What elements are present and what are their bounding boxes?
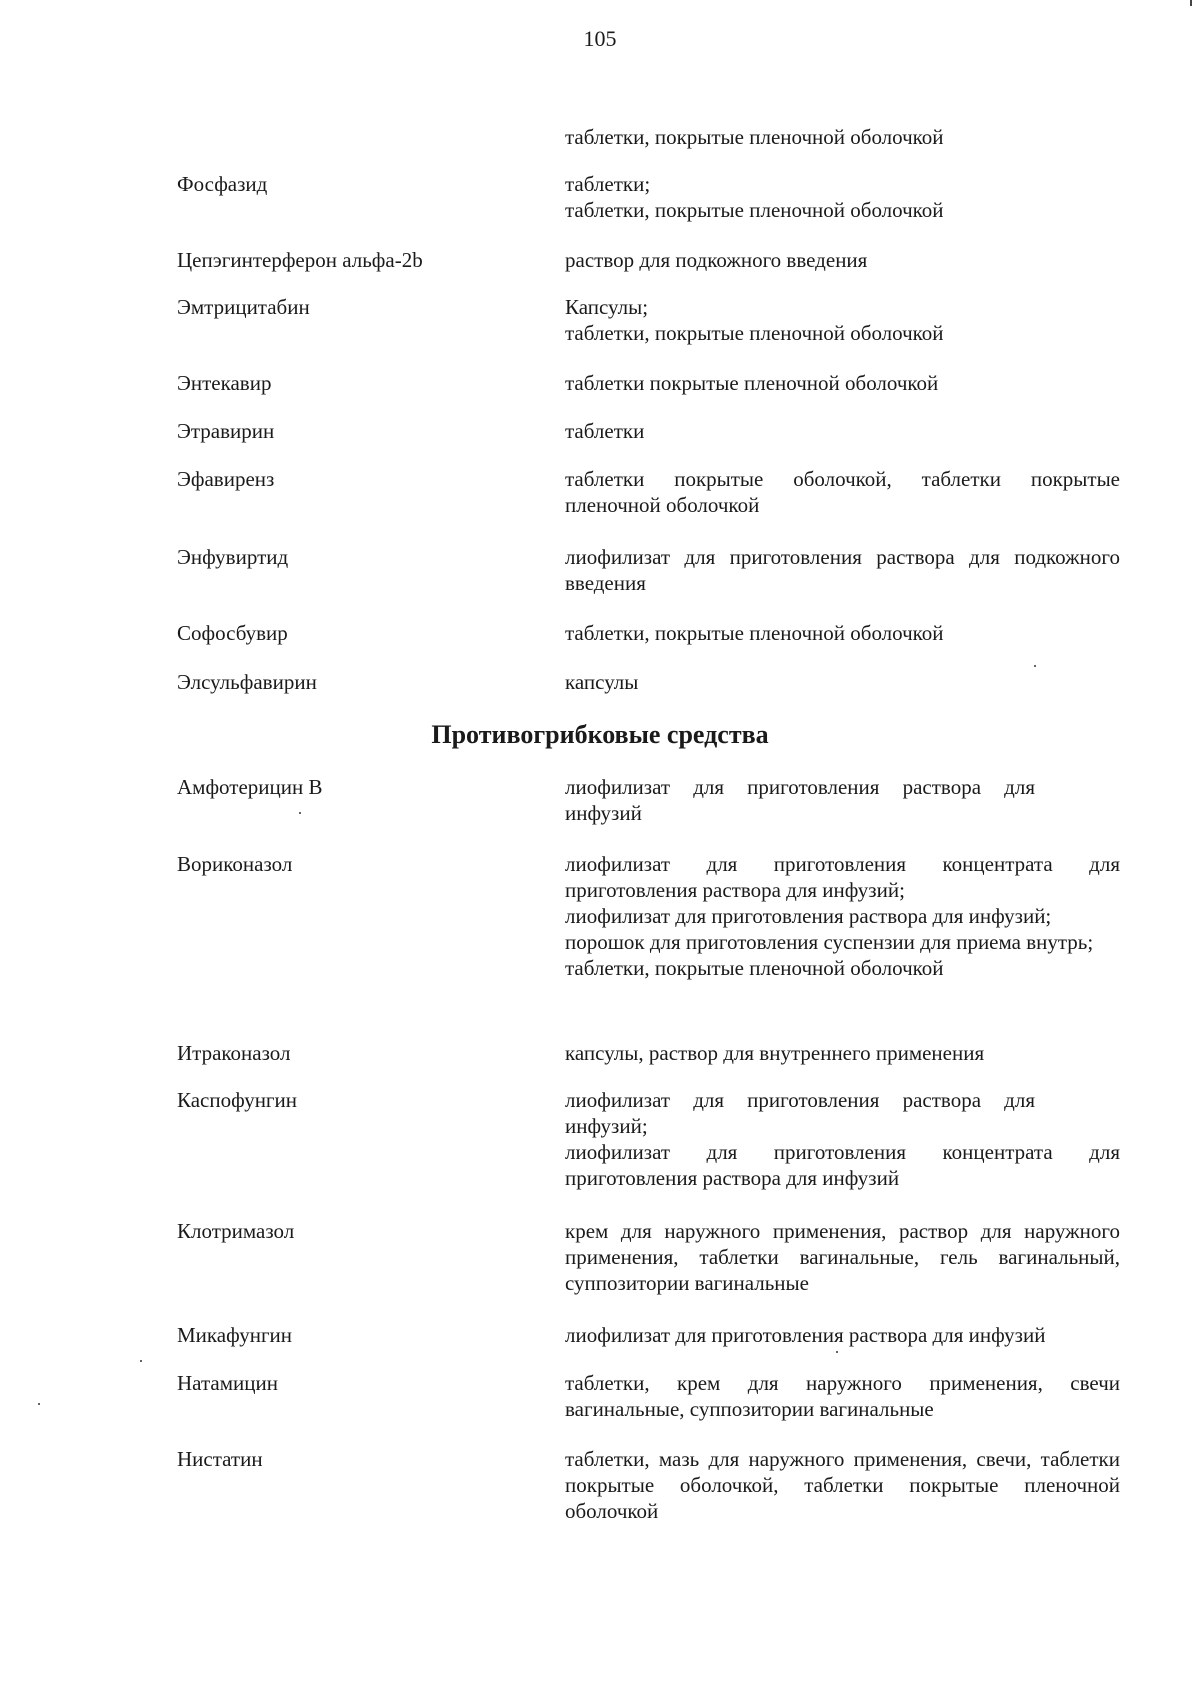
- drug-name: Этравирин: [177, 419, 275, 443]
- drug-name: Натамицин: [177, 1371, 278, 1395]
- dosage-form-line: лиофилизат для приготовления раствора для инфузий;: [565, 1088, 1035, 1138]
- dosage-form-line: лиофилизат для приготовления раствора для инфузий;: [565, 904, 1052, 928]
- dosage-forms: [565, 418, 1120, 444]
- drug-name: Фосфазид: [177, 172, 268, 196]
- drug-name: Элсульфавирин: [177, 670, 317, 694]
- dosage-forms: [565, 774, 1035, 826]
- dosage-form-line: таблетки покрытые оболочкой, таблетки покрытые пленочной оболочкой: [565, 467, 1120, 517]
- dosage-forms: [565, 370, 1120, 396]
- page-number: 105: [583, 26, 617, 51]
- drug-name: Софосбувир: [177, 621, 288, 645]
- dosage-form-line: раствор для подкожного введения: [565, 248, 868, 272]
- drug-name: Микафунгин: [177, 1323, 293, 1347]
- dosage-form-line: таблетки, покрытые пленочной оболочкой: [565, 956, 944, 980]
- drug-name: Эфавиренз: [177, 467, 275, 491]
- drug-name: Итраконазол: [177, 1041, 291, 1065]
- dosage-form-line: таблетки: [565, 419, 645, 443]
- dosage-form-line: лиофилизат для приготовления раствора для инфузий: [565, 775, 1035, 825]
- dosage-forms: [565, 669, 1120, 695]
- scan-speck: [1034, 665, 1036, 667]
- dosage-forms: [565, 1370, 1120, 1422]
- dosage-form-line: капсулы: [565, 670, 639, 694]
- dosage-forms: [565, 171, 1120, 223]
- dosage-forms: [565, 1087, 1120, 1191]
- drug-name: Клотримазол: [177, 1219, 295, 1243]
- drug-name: Каспофунгин: [177, 1088, 298, 1112]
- dosage-form-line: таблетки;: [565, 172, 651, 196]
- dosage-form-line: лиофилизат для приготовления концентрата для приготовления раствора для инфузий: [565, 1140, 1120, 1190]
- dosage-form-line: таблетки, крем для наружного применения, свечи вагинальные, суппозитории вагинальные: [565, 1371, 1120, 1421]
- scan-speck: [38, 1403, 40, 1405]
- drug-name: Вориконазол: [177, 852, 293, 876]
- drug-name: Энтекавир: [177, 371, 272, 395]
- dosage-forms: [565, 1446, 1120, 1524]
- dosage-form-line: таблетки, покрытые пленочной оболочкой: [565, 321, 944, 345]
- dosage-forms: [565, 544, 1120, 596]
- dosage-forms: [565, 124, 1120, 150]
- scan-speck: [140, 1360, 142, 1362]
- dosage-form-line: таблетки, мазь для наружного применения, свечи, таблетки покрытые оболочкой, таблетки покрытые пленочной оболочкой: [565, 1447, 1120, 1523]
- scan-speck: [299, 812, 301, 814]
- dosage-form-line: таблетки, покрытые пленочной оболочкой: [565, 125, 944, 149]
- dosage-form-line: порошок для приготовления суспензии для приема внутрь;: [565, 930, 1094, 954]
- dosage-forms: [565, 1218, 1120, 1296]
- dosage-forms: [565, 247, 1120, 273]
- dosage-form-line: таблетки, покрытые пленочной оболочкой: [565, 621, 944, 645]
- drug-name: Амфотерицин В: [177, 775, 323, 799]
- dosage-form-line: крем для наружного применения, раствор для наружного применения, таблетки вагинальные, гель вагинальный, суппозитории вагинальные: [565, 1219, 1120, 1295]
- drug-name: Энфувиртид: [177, 545, 289, 569]
- dosage-form-line: лиофилизат для приготовления раствора для подкожного введения: [565, 545, 1120, 595]
- dosage-forms: [565, 294, 1120, 346]
- dosage-forms: [565, 620, 1120, 646]
- dosage-form-line: таблетки покрытые пленочной оболочкой: [565, 371, 939, 395]
- dosage-form-line: таблетки, покрытые пленочной оболочкой: [565, 198, 944, 222]
- drug-name: Нистатин: [177, 1447, 263, 1471]
- dosage-forms: [565, 851, 1120, 981]
- dosage-forms: [565, 466, 1120, 518]
- dosage-form-line: лиофилизат для приготовления раствора для инфузий: [565, 1323, 1046, 1347]
- scan-edge-mark: [1190, 0, 1192, 6]
- scan-speck: [836, 1351, 838, 1353]
- drug-name: Цепэгинтерферон альфа-2b: [177, 248, 423, 272]
- section-heading: Противогрибковые средства: [431, 720, 769, 749]
- drug-name: Эмтрицитабин: [177, 295, 310, 319]
- dosage-form-line: Капсулы;: [565, 295, 649, 319]
- dosage-forms: [565, 1040, 1120, 1066]
- dosage-form-line: лиофилизат для приготовления концентрата для приготовления раствора для инфузий;: [565, 852, 1120, 902]
- dosage-forms: [565, 1322, 1120, 1348]
- dosage-form-line: капсулы, раствор для внутреннего применения: [565, 1041, 985, 1065]
